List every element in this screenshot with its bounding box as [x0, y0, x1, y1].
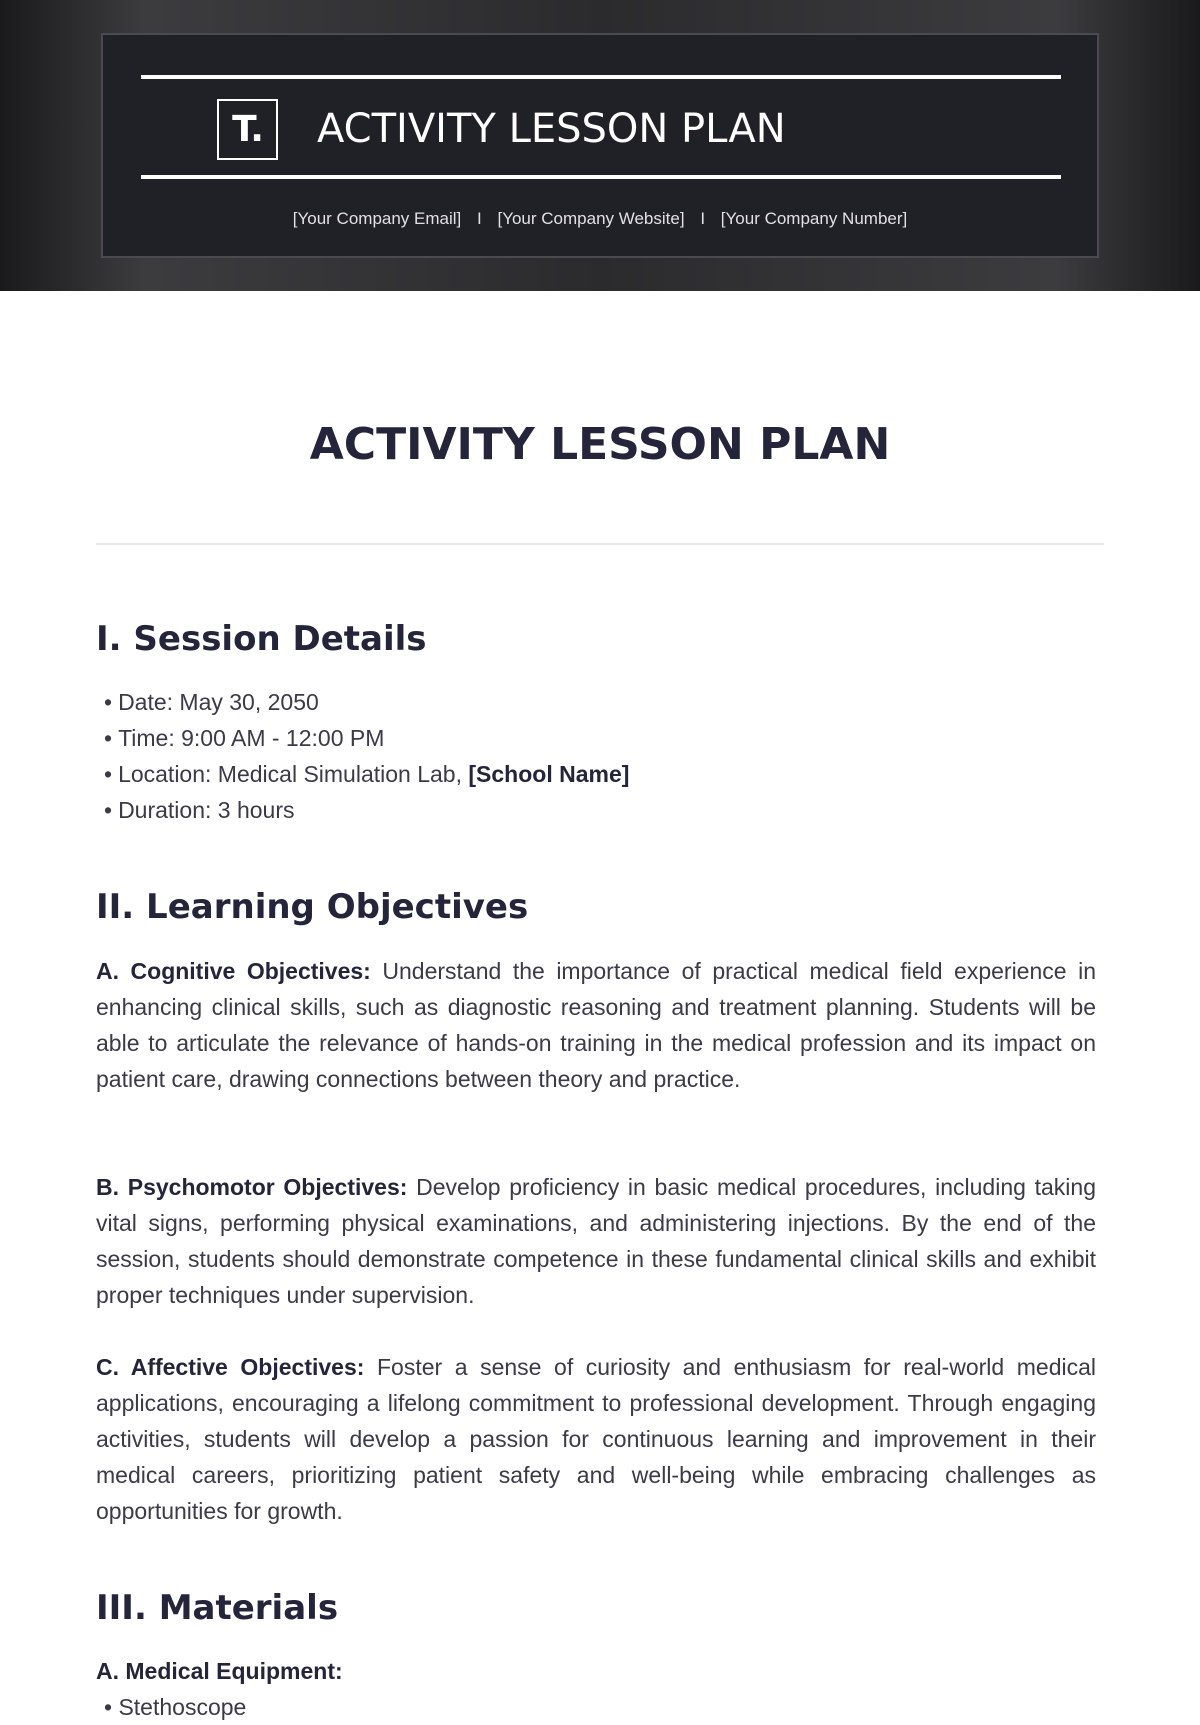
document-title: ACTIVITY LESSON PLAN — [309, 419, 891, 470]
company-website: [Your Company Website] — [497, 209, 685, 228]
list-item — [104, 792, 629, 828]
cognitive-objectives — [96, 953, 1096, 1097]
section-heading-objectives: II. Learning Objectives — [96, 887, 529, 927]
list-item — [104, 756, 629, 792]
company-logo: T. — [217, 99, 278, 160]
section-heading-materials: III. Materials — [96, 1588, 339, 1628]
session-duration: Duration: 3 hours — [118, 797, 295, 823]
psychomotor-label: B. Psychomotor Objectives: — [96, 1174, 408, 1200]
header-rule-bottom — [141, 175, 1061, 179]
list-item — [104, 720, 629, 756]
affective-objectives — [96, 1349, 1096, 1529]
letterhead — [101, 33, 1099, 258]
list-item — [104, 684, 629, 720]
session-time: Time: 9:00 AM - 12:00 PM — [118, 725, 385, 751]
title-divider — [96, 543, 1104, 545]
list-item: • Stethoscope — [104, 1694, 247, 1720]
school-name-placeholder: [School Name] — [468, 761, 630, 787]
contact-line — [103, 209, 1097, 229]
affective-text: Foster a sense of curiosity and enthusiasm for real-world medical applications, encouraging a lifelong commitment to professional development. Through engaging activities, students will develop a passion for continuous learning and improvement in their medical careers, prioritizing patient safety and well-being while embracing challenges as opportunities for growth. — [96, 1354, 1096, 1524]
equipment-item: Stethoscope — [118, 1694, 247, 1720]
contact-separator: I — [700, 209, 706, 228]
session-location: Location: Medical Simulation Lab, — [118, 761, 469, 787]
company-number: [Your Company Number] — [720, 209, 908, 228]
affective-label: C. Affective Objectives: — [96, 1354, 365, 1380]
psychomotor-text: Develop proficiency in basic medical procedures, including taking vital signs, performing physical examinations, and administering injections. By the end of the session, students should demonstrate competence in these fundamental clinical skills and exhibit proper techniques under supervision. — [96, 1174, 1096, 1308]
header-title: ACTIVITY LESSON PLAN — [317, 106, 786, 152]
header-band — [0, 0, 1200, 291]
medical-equipment-subheading: A. Medical Equipment: — [96, 1658, 343, 1684]
cognitive-text: Understand the importance of practical medical field experience in enhancing clinical skills, such as diagnostic reasoning and treatment planning. Students will be able to articulate the relevance of hands-on training in the medical profession and its impact on patient care, drawing connections between theory and practice. — [96, 958, 1096, 1092]
section-heading-session: I. Session Details — [96, 619, 427, 659]
session-date: Date: May 30, 2050 — [118, 689, 319, 715]
contact-separator: I — [477, 209, 482, 228]
company-email: [Your Company Email] — [292, 209, 462, 228]
session-details-list — [104, 684, 629, 828]
cognitive-label: A. Cognitive Objectives: — [96, 958, 371, 984]
psychomotor-objectives — [96, 1169, 1096, 1313]
header-rule-top — [141, 75, 1061, 79]
